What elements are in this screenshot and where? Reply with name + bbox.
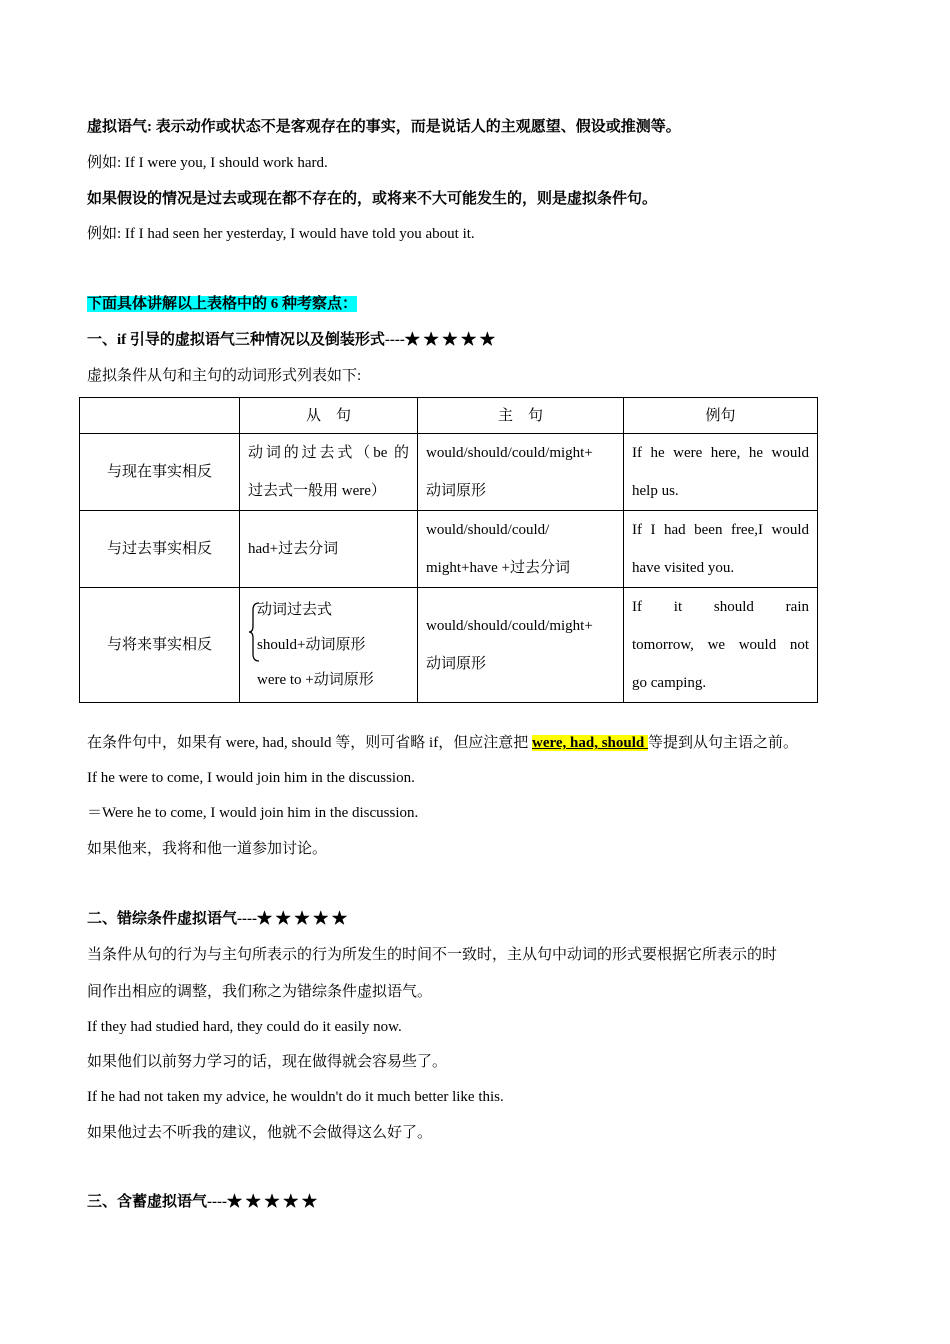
example-text: If he were to come, I would join him in the discussion. <box>87 770 415 786</box>
translation-text: 如果他们以前努力学习的话，现在做得就会容易些了。 <box>87 1054 448 1070</box>
row-label: 与将来事实相反 <box>80 588 240 703</box>
example-text: If they had studied hard, they could do it easily now. <box>87 1019 402 1035</box>
highlight: 下面具体讲解以上表格中的 6 种考察点： <box>87 296 358 312</box>
clause-cell: 动词的过去式（be 的 过去式一般用 were） <box>240 434 418 511</box>
table-header-cell <box>80 398 240 434</box>
table-header-cell: 主 句 <box>418 398 624 434</box>
example-text: If he had not taken my advice, he wouldn't do it much better like this. <box>87 1089 504 1105</box>
table-header-cell: 例句 <box>624 398 818 434</box>
overview-heading <box>87 294 357 314</box>
definition-text: 虚拟语气: 表示动作或状态不是客观存在的事实，而是说话人的主观愿望、假设或推测等。 <box>87 119 681 135</box>
translation-text: 如果他来，我将和他一道参加讨论。 <box>87 841 328 857</box>
verb-form-table <box>79 397 818 703</box>
clause-cell: had+过去分词 <box>240 511 418 588</box>
row-label: 与现在事实相反 <box>80 434 240 511</box>
paragraph-text: 间作出相应的调整，我们称之为错综条件虚拟语气。 <box>87 984 433 1000</box>
section-3-title: 三、含蓄虚拟语气----★ ★ ★ ★ ★ <box>87 1194 317 1210</box>
table-row <box>80 588 818 703</box>
table-header-cell: 从 句 <box>240 398 418 434</box>
inversion-note: 在条件句中，如果有 were, had, should 等，则可省略 if，但应注意把 were, had, should 等提到从句主语之前。 <box>87 735 799 751</box>
example-text: ＝Were he to come, I would join him in the discussion. <box>87 805 419 821</box>
brace-icon <box>248 602 260 662</box>
highlight: were, had, should <box>531 735 648 751</box>
table-row <box>80 434 818 511</box>
main-cell: would/should/could/might+ 动词原形 <box>418 588 624 703</box>
section-2-title: 二、错综条件虚拟语气----★ ★ ★ ★ ★ <box>87 911 347 927</box>
example-cell: If I had been free,I would have visited you. <box>624 511 818 588</box>
main-cell: would/should/could/ might+have +过去分词 <box>418 511 624 588</box>
main-cell: would/should/could/might+ 动词原形 <box>418 434 624 511</box>
table-caption: 虚拟条件从句和主句的动词形式列表如下: <box>87 368 362 384</box>
example-cell: If it should rain tomorrow, we would not go camping. <box>624 588 818 703</box>
example-text: 例如: If I were you, I should work hard. <box>87 155 328 171</box>
paragraph-text: 当条件从句的行为与主句所表示的行为所发生的时间不一致时，主从句中动词的形式要根据它所表示的时 <box>87 947 778 963</box>
clause-cell: 动词过去式 should+动词原形 were to +动词原形 <box>240 588 418 703</box>
table-row <box>80 511 818 588</box>
table-header-row <box>80 398 818 434</box>
section-1-title: 一、if 引导的虚拟语气三种情况以及倒装形式----★ ★ ★ ★ ★ <box>87 332 495 348</box>
example-cell: If he were here, he would help us. <box>624 434 818 511</box>
example-text: 例如: If I had seen her yesterday, I would have told you about it. <box>87 226 475 242</box>
translation-text: 如果他过去不听我的建议，他就不会做得这么好了。 <box>87 1125 433 1141</box>
condition-text: 如果假设的情况是过去或现在都不存在的，或将来不大可能发生的，则是虚拟条件句。 <box>87 191 658 207</box>
row-label: 与过去事实相反 <box>80 511 240 588</box>
